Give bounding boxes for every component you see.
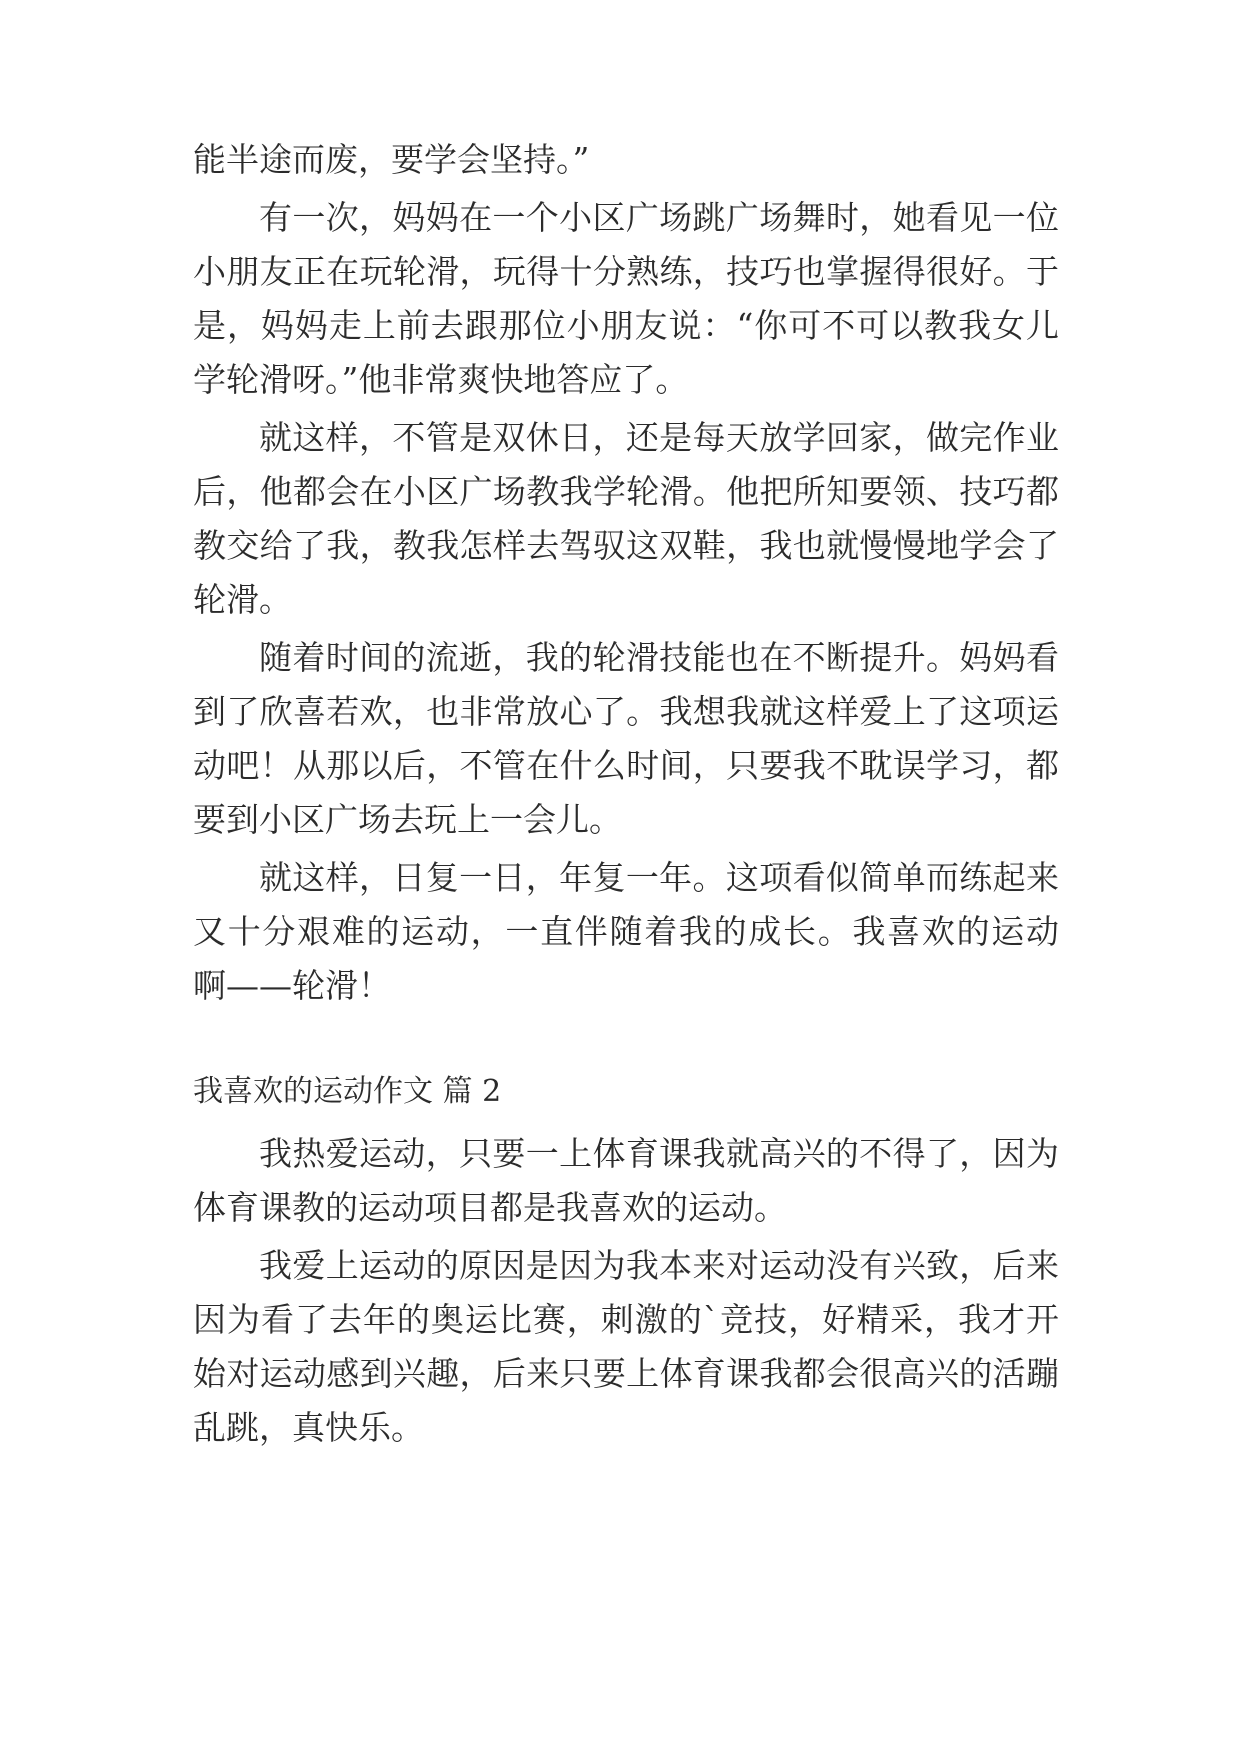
text-line: 学轮滑呀。”他非常爽快地答应了。 xyxy=(193,360,689,399)
text-line: 随着时间的流逝，我的轮滑技能也在不断提升。妈妈看 xyxy=(259,638,1059,677)
text-line: 我爱上运动的原因是因为我本来对运动没有兴致，后来 xyxy=(259,1246,1059,1285)
text-line: 就这样，日复一日，年复一年。这项看似简单而练起来 xyxy=(259,858,1059,897)
text-line: 轮滑。 xyxy=(193,580,292,619)
text-line: 教交给了我，教我怎样去驾驭这双鞋，我也就慢慢地学会了 xyxy=(193,526,1059,565)
text-line: 后，他都会在小区广场教我学轮滑。他把所知要领、技巧都 xyxy=(193,472,1059,511)
text-line: 到了欣喜若欢，也非常放心了。我想我就这样爱上了这项运 xyxy=(193,692,1059,731)
text-line: 是，妈妈走上前去跟那位小朋友说：“你可不可以教我女儿 xyxy=(193,306,1059,345)
text-line: 始对运动感到兴趣，后来只要上体育课我都会很高兴的活蹦 xyxy=(193,1354,1059,1393)
text-line: 能半途而废，要学会坚持。” xyxy=(193,140,590,179)
text-line: 就这样，不管是双休日，还是每天放学回家，做完作业 xyxy=(259,418,1059,457)
text-line: 体育课教的运动项目都是我喜欢的运动。 xyxy=(193,1188,787,1227)
text-line: 要到小区广场去玩上一会儿。 xyxy=(193,800,622,839)
text-line: 又十分艰难的运动，一直伴随着我的成长。我喜欢的运动 xyxy=(193,912,1059,951)
text-line: 有一次，妈妈在一个小区广场跳广场舞时，她看见一位 xyxy=(259,198,1059,237)
section-heading: 我喜欢的运动作文 篇 2 xyxy=(193,1074,502,1109)
text-line: 因为看了去年的奥运比赛，刺激的`竞技，好精采，我才开 xyxy=(193,1300,1059,1339)
text-line: 小朋友正在玩轮滑，玩得十分熟练，技巧也掌握得很好。于 xyxy=(193,252,1059,291)
text-line: 我热爱运动，只要一上体育课我就高兴的不得了，因为 xyxy=(259,1134,1059,1173)
text-line: 啊——轮滑！ xyxy=(193,966,391,1005)
text-line: 乱跳，真快乐。 xyxy=(193,1408,424,1447)
text-line: 动吧！从那以后，不管在什么时间，只要我不耽误学习，都 xyxy=(193,746,1059,785)
